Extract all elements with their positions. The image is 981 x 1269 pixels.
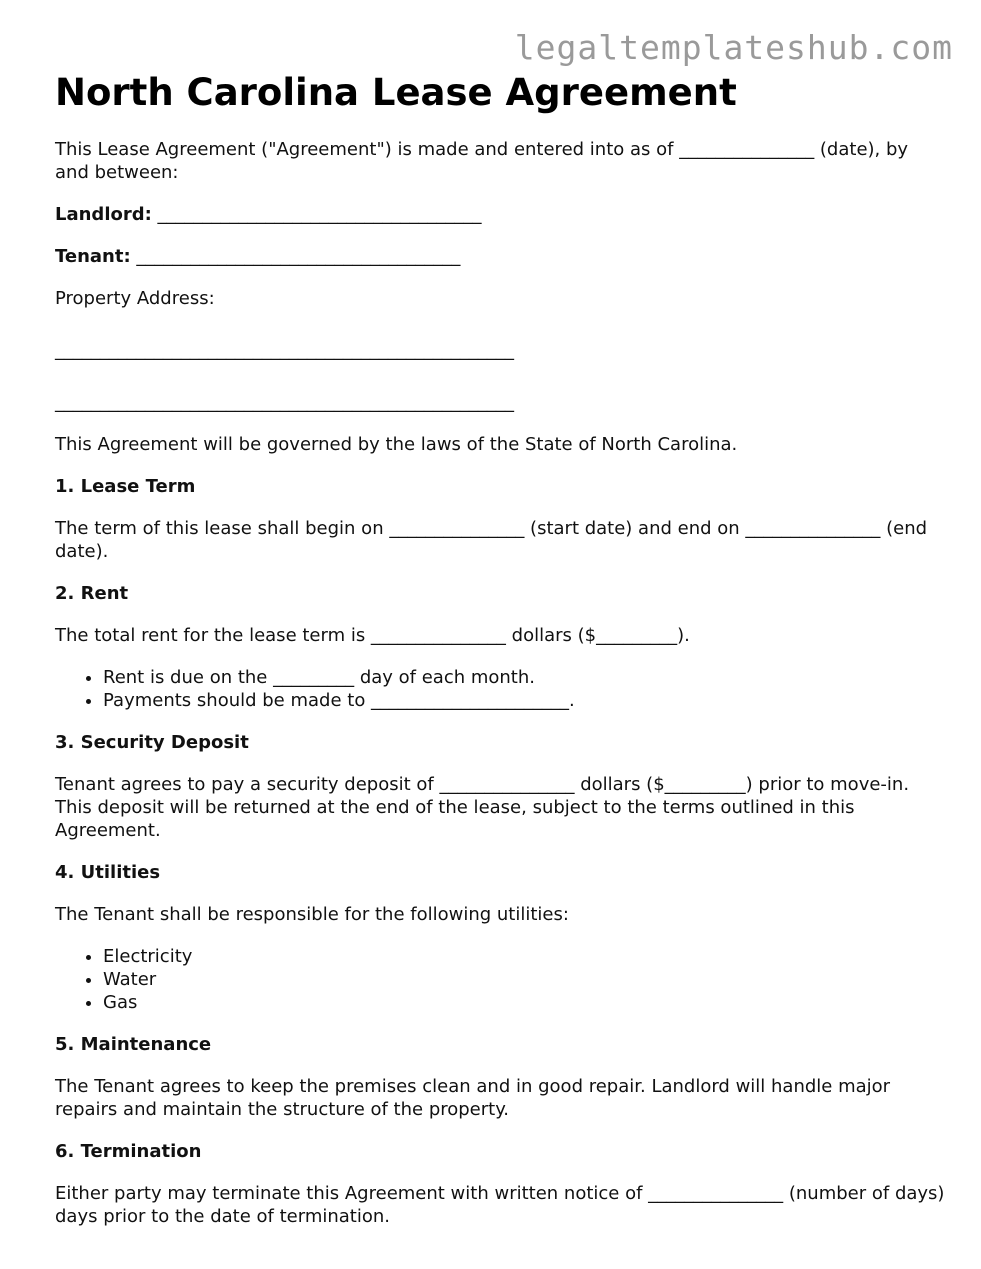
tenant-field [55, 245, 945, 268]
utilities-paragraph: The Tenant shall be responsible for the following utilities: [55, 904, 569, 925]
section-heading-termination: 6. Termination [55, 1141, 202, 1162]
landlord-field [55, 203, 945, 226]
termination-paragraph: Either party may terminate this Agreement with written notice of _______________ (number of days) days prior to the date of termination. [55, 1183, 945, 1227]
document-body [55, 70, 945, 1247]
watermark-text: legaltemplateshub.com [514, 28, 953, 67]
landlord-label: Landlord: [55, 204, 152, 225]
page-title: North Carolina Lease Agreement [55, 71, 737, 114]
security-deposit-paragraph: Tenant agrees to pay a security deposit of _______________ dollars ($_________) prior to move-in. This deposit will be returned at the end of the lease, subject to the terms outlined in this Agreement. [55, 774, 910, 841]
rent-paragraph: The total rent for the lease term is _______________ dollars ($_________). [55, 625, 690, 646]
governing-law-paragraph: This Agreement will be governed by the laws of the State of North Carolina. [55, 434, 738, 455]
maintenance-paragraph: The Tenant agrees to keep the premises clean and in good repair. Landlord will handle major repairs and maintain the structure of the property. [55, 1076, 891, 1120]
landlord-blank: ____________________________________ [151, 204, 482, 225]
list-item: • Rent is due on the _________ day of each month. [103, 666, 945, 689]
address-line-2: ___________________________________________________ [55, 392, 514, 413]
list-item: • Payments should be made to ______________________. [103, 689, 945, 712]
section-heading-utilities: 4. Utilities [55, 862, 161, 883]
rent-list [55, 666, 945, 712]
section-heading-security-deposit: 3. Security Deposit [55, 732, 249, 753]
property-address-label: Property Address: [55, 288, 215, 309]
tenant-blank: ____________________________________ [130, 246, 461, 267]
intro-paragraph: This Lease Agreement ("Agreement") is made and entered into as of _______________ (date), by and between: [55, 139, 909, 183]
list-item: • Water [103, 968, 945, 991]
utilities-list [55, 945, 945, 1014]
lease-term-paragraph: The term of this lease shall begin on _______________ (start date) and end on _______________ (end date). [55, 518, 928, 562]
list-item: • Gas [103, 991, 945, 1014]
section-heading-rent: 2. Rent [55, 583, 129, 604]
list-item: • Electricity [103, 945, 945, 968]
section-heading-lease-term: 1. Lease Term [55, 476, 196, 497]
address-line-1: ___________________________________________________ [55, 340, 514, 361]
section-heading-maintenance: 5. Maintenance [55, 1034, 212, 1055]
tenant-label: Tenant: [55, 246, 131, 267]
